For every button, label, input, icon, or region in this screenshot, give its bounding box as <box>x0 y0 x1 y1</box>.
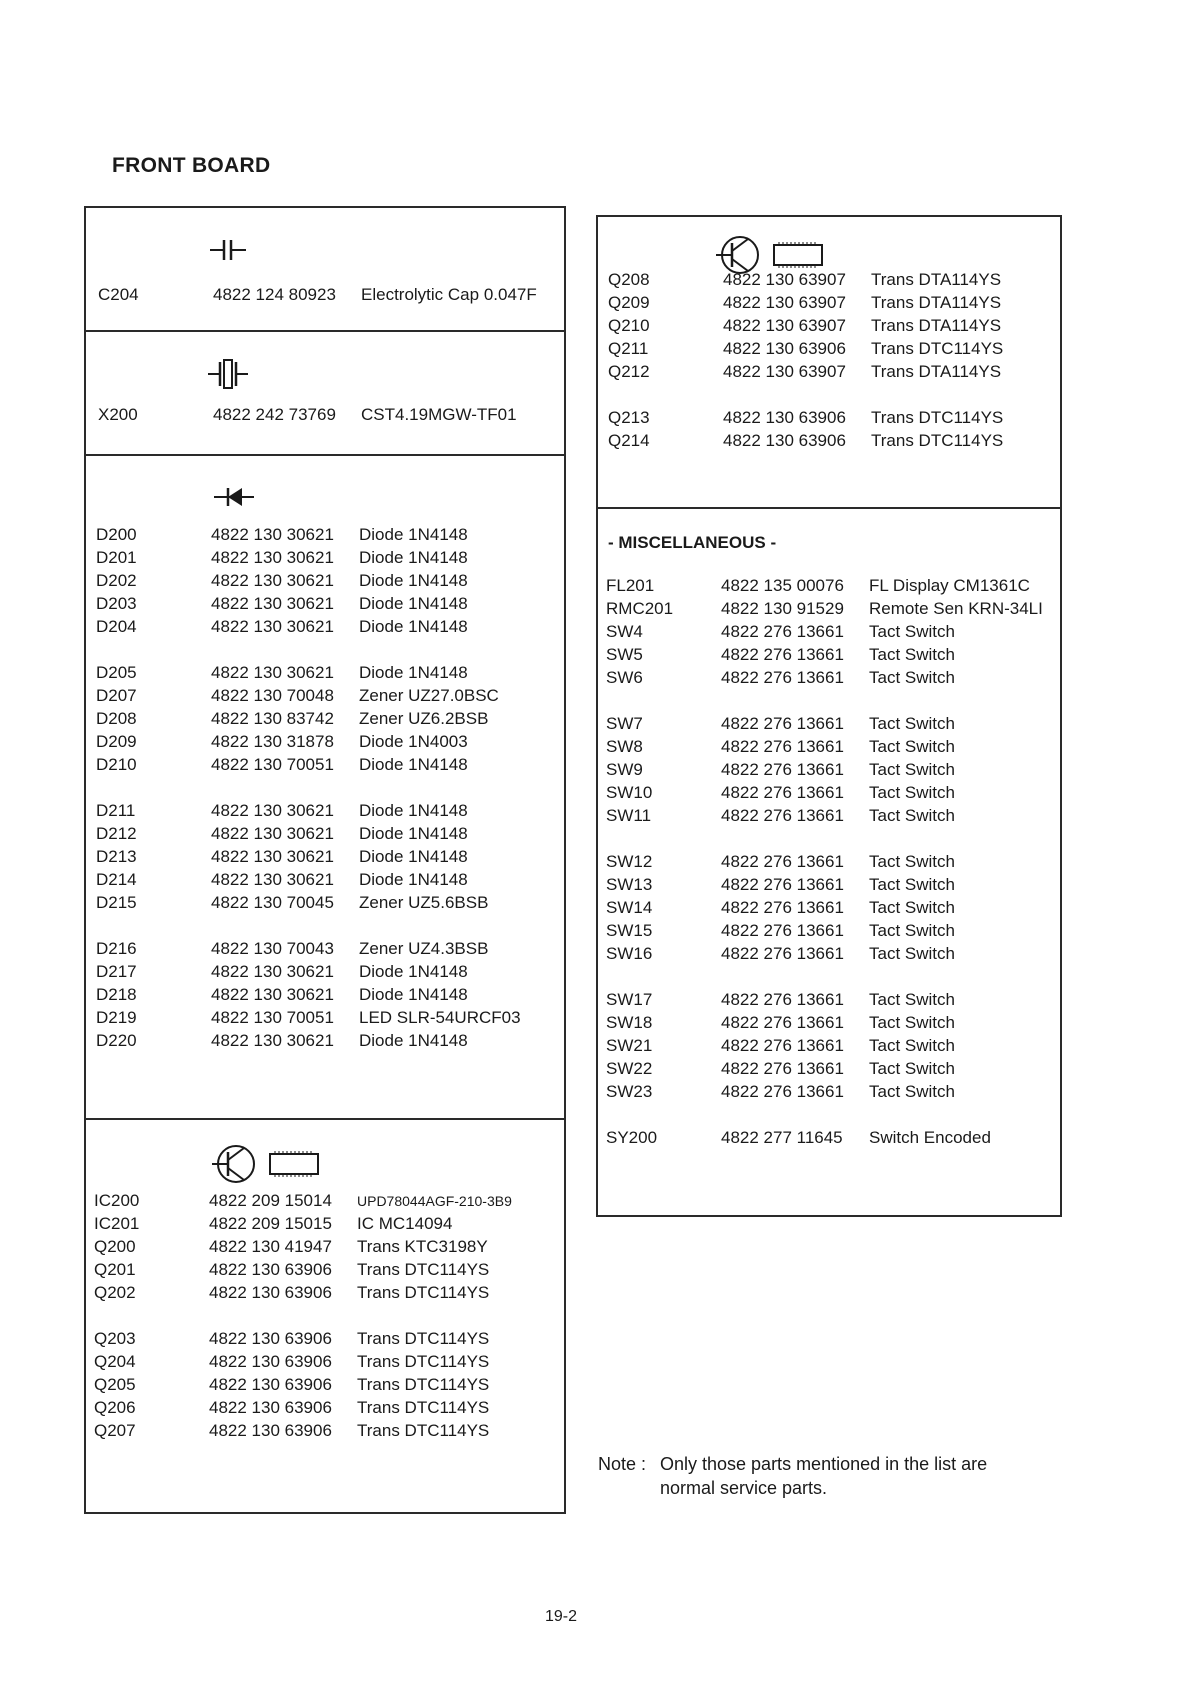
part-desc: Tact Switch <box>869 1036 955 1055</box>
part-desc: Zener UZ6.2BSB <box>359 709 489 728</box>
part-code: 4822 130 63907 <box>723 362 846 381</box>
part-ref: D204 <box>96 617 137 636</box>
part-row <box>96 708 488 730</box>
part-row <box>96 524 468 546</box>
part-desc: Trans DTC114YS <box>871 339 1004 358</box>
part-ref: D210 <box>96 755 137 774</box>
part-desc: Diode 1N4148 <box>359 525 468 544</box>
part-code: 4822 130 63906 <box>209 1398 332 1417</box>
part-code: 4822 130 63906 <box>209 1329 332 1348</box>
part-desc: Tact Switch <box>869 645 955 664</box>
part-desc: Trans DTC114YS <box>357 1398 490 1417</box>
parts-list-left <box>84 206 566 1514</box>
part-code: 4822 130 63906 <box>209 1260 332 1279</box>
part-desc: Tact Switch <box>869 783 955 802</box>
part-ref: D220 <box>96 1031 137 1050</box>
capacitor-section <box>86 208 564 330</box>
part-ref: SW10 <box>606 783 653 802</box>
part-ref: X200 <box>98 405 138 424</box>
part-row <box>606 667 955 689</box>
part-desc: Trans DTA114YS <box>871 316 1002 335</box>
part-code: 4822 276 13661 <box>721 852 844 871</box>
part-code: 4822 276 13661 <box>721 921 844 940</box>
part-ref: SW14 <box>606 898 653 917</box>
part-code: 4822 130 30621 <box>211 571 334 590</box>
part-ref: D202 <box>96 571 137 590</box>
part-ref: Q207 <box>94 1421 136 1440</box>
part-ref: SW12 <box>606 852 653 871</box>
part-ref: Q212 <box>608 362 650 381</box>
part-ref: D218 <box>96 985 137 1004</box>
misc-heading: - MISCELLANEOUS - <box>608 533 777 552</box>
part-code: 4822 130 63906 <box>209 1421 332 1440</box>
capacitor-symbol-icon <box>210 238 246 262</box>
part-desc: Trans DTA114YS <box>871 362 1002 381</box>
part-ref: Q209 <box>608 293 650 312</box>
part-row <box>94 1351 489 1373</box>
part-code: 4822 130 63907 <box>723 316 846 335</box>
part-ref: Q214 <box>608 431 650 450</box>
part-row <box>608 292 1001 314</box>
part-code: 4822 276 13661 <box>721 990 844 1009</box>
part-row <box>96 869 468 891</box>
part-row <box>96 846 468 868</box>
part-ref: SW5 <box>606 645 643 664</box>
part-code: 4822 130 63906 <box>723 339 846 358</box>
part-desc: Diode 1N4148 <box>359 594 468 613</box>
part-desc: Diode 1N4148 <box>359 985 468 1004</box>
part-row <box>606 1012 955 1034</box>
part-row <box>608 338 1003 360</box>
part-code: 4822 130 83742 <box>211 709 334 728</box>
part-code: 4822 277 11645 <box>721 1128 843 1147</box>
part-code: 4822 276 13661 <box>721 1059 844 1078</box>
part-code: 4822 130 63906 <box>723 431 846 450</box>
part-ref: RMC201 <box>606 599 674 618</box>
part-desc: Remote Sen KRN-34LI <box>869 599 1043 618</box>
part-desc: Tact Switch <box>869 1082 955 1101</box>
note-text-line2: normal service parts. <box>660 1478 828 1498</box>
part-row <box>94 1397 489 1419</box>
part-ref: D212 <box>96 824 137 843</box>
part-code: 4822 276 13661 <box>721 1036 844 1055</box>
part-row <box>96 892 488 914</box>
part-ref: Q210 <box>608 316 650 335</box>
part-ref: D200 <box>96 525 137 544</box>
part-code: 4822 130 30621 <box>211 870 334 889</box>
part-row <box>96 823 468 845</box>
part-code: 4822 276 13661 <box>721 760 844 779</box>
part-ref: SW15 <box>606 921 653 940</box>
part-code: 4822 276 13661 <box>721 898 844 917</box>
part-row <box>606 644 955 666</box>
part-row <box>606 989 955 1011</box>
part-code: 4822 276 13661 <box>721 783 844 802</box>
part-row <box>96 685 499 707</box>
part-desc: Switch Encoded <box>869 1128 991 1147</box>
part-row <box>98 404 517 426</box>
part-ref: SW18 <box>606 1013 653 1032</box>
note-text-line1: Only those parts mentioned in the list are <box>660 1454 988 1474</box>
part-code: 4822 276 13661 <box>721 714 844 733</box>
part-row <box>96 754 468 776</box>
part-desc: Diode 1N4148 <box>359 824 468 843</box>
part-ref: IC201 <box>94 1214 140 1233</box>
part-row <box>606 943 955 965</box>
part-row <box>96 570 468 592</box>
part-desc: FL Display CM1361C <box>869 576 1030 595</box>
transistor-ic-symbol-icon <box>212 1142 322 1186</box>
part-ref: D201 <box>96 548 137 567</box>
part-desc: Diode 1N4003 <box>359 732 468 751</box>
part-code: 4822 124 80923 <box>213 285 336 304</box>
part-desc: Zener UZ27.0BSC <box>359 686 499 705</box>
part-row <box>606 782 955 804</box>
part-desc: Zener UZ5.6BSB <box>359 893 489 912</box>
part-ref: D217 <box>96 962 137 981</box>
part-row <box>606 1127 991 1149</box>
part-row <box>606 621 955 643</box>
part-code: 4822 130 30621 <box>211 1031 334 1050</box>
part-code: 4822 130 30621 <box>211 548 334 567</box>
part-row <box>94 1236 488 1258</box>
part-desc: Tact Switch <box>869 898 955 917</box>
part-desc: Trans DTC114YS <box>357 1260 490 1279</box>
part-row <box>606 1081 955 1103</box>
part-row <box>608 430 1003 452</box>
part-code: 4822 130 70048 <box>211 686 334 705</box>
part-row <box>96 1030 468 1052</box>
part-desc: Tact Switch <box>869 1013 955 1032</box>
part-row <box>98 284 537 306</box>
part-desc: Tact Switch <box>869 944 955 963</box>
part-code: 4822 209 15014 <box>209 1191 332 1210</box>
part-ref: D214 <box>96 870 137 889</box>
part-code: 4822 130 70051 <box>211 755 334 774</box>
part-code: 4822 276 13661 <box>721 875 844 894</box>
part-ref: Q201 <box>94 1260 136 1279</box>
part-ref: D203 <box>96 594 137 613</box>
part-code: 4822 130 30621 <box>211 824 334 843</box>
part-code: 4822 130 63906 <box>209 1352 332 1371</box>
part-ref: D208 <box>96 709 137 728</box>
part-row <box>608 407 1003 429</box>
part-desc: Trans DTC114YS <box>357 1329 490 1348</box>
part-row <box>96 1007 521 1029</box>
part-row <box>606 759 955 781</box>
miscellaneous-section <box>598 507 1060 1215</box>
part-desc: Tact Switch <box>869 921 955 940</box>
part-row <box>606 874 955 896</box>
note-label: Note : <box>598 1454 647 1474</box>
part-ref: D209 <box>96 732 137 751</box>
part-ref: FL201 <box>606 576 655 595</box>
part-ref: Q211 <box>608 339 649 358</box>
part-code: 4822 242 73769 <box>213 405 336 424</box>
part-row <box>96 800 468 822</box>
part-row <box>606 598 1043 620</box>
part-desc: Trans DTC114YS <box>357 1375 490 1394</box>
part-code: 4822 130 70043 <box>211 939 334 958</box>
part-ref: SY200 <box>606 1128 658 1147</box>
part-row <box>606 713 955 735</box>
part-code: 4822 130 63906 <box>723 408 846 427</box>
part-code: 4822 130 63906 <box>209 1283 332 1302</box>
part-row <box>608 361 1001 383</box>
part-ref: C204 <box>98 285 139 304</box>
part-row <box>608 315 1001 337</box>
part-desc: Diode 1N4148 <box>359 870 468 889</box>
part-code: 4822 130 30621 <box>211 801 334 820</box>
part-ref: D215 <box>96 893 137 912</box>
part-code: 4822 130 30621 <box>211 985 334 1004</box>
part-code: 4822 276 13661 <box>721 622 844 641</box>
part-ref: D213 <box>96 847 137 866</box>
part-row <box>608 269 1001 291</box>
part-code: 4822 276 13661 <box>721 944 844 963</box>
part-code: 4822 130 31878 <box>211 732 334 751</box>
part-row <box>94 1328 489 1350</box>
part-row <box>94 1420 489 1442</box>
part-desc: Diode 1N4148 <box>359 1031 468 1050</box>
part-desc: Tact Switch <box>869 760 955 779</box>
part-code: 4822 130 63907 <box>723 270 846 289</box>
semiconductor-section <box>86 1118 564 1512</box>
part-ref: IC200 <box>94 1191 140 1210</box>
crystal-section <box>86 330 564 454</box>
part-ref: D219 <box>96 1008 137 1027</box>
part-desc: Tact Switch <box>869 990 955 1009</box>
part-row <box>94 1213 452 1235</box>
part-desc: CST4.19MGW-TF01 <box>361 405 517 424</box>
part-ref: Q204 <box>94 1352 136 1371</box>
part-ref: Q206 <box>94 1398 136 1417</box>
part-desc: UPD78044AGF-210-3B9 <box>357 1193 512 1209</box>
part-row <box>96 961 468 983</box>
part-desc: Trans DTC114YS <box>871 408 1004 427</box>
part-ref: Q203 <box>94 1329 136 1348</box>
part-row <box>606 1058 955 1080</box>
part-ref: Q208 <box>608 270 650 289</box>
part-code: 4822 276 13661 <box>721 737 844 756</box>
part-code: 4822 130 63906 <box>209 1375 332 1394</box>
part-desc: Electrolytic Cap 0.047F <box>361 285 537 304</box>
part-desc: Trans DTC114YS <box>871 431 1004 450</box>
part-desc: Diode 1N4148 <box>359 755 468 774</box>
part-code: 4822 135 00076 <box>721 576 844 595</box>
part-ref: SW9 <box>606 760 643 779</box>
part-row <box>606 1035 955 1057</box>
part-ref: SW8 <box>606 737 643 756</box>
part-ref: SW6 <box>606 668 643 687</box>
part-desc: Trans KTC3198Y <box>357 1237 488 1256</box>
part-code: 4822 130 70051 <box>211 1008 334 1027</box>
part-ref: SW16 <box>606 944 653 963</box>
part-row <box>94 1282 489 1304</box>
part-desc: IC MC14094 <box>357 1214 453 1233</box>
part-desc: Trans DTA114YS <box>871 293 1002 312</box>
part-row <box>96 731 468 753</box>
transistor-section <box>598 217 1060 507</box>
part-desc: Diode 1N4148 <box>359 801 468 820</box>
part-desc: Tact Switch <box>869 806 955 825</box>
parts-list-right <box>596 215 1062 1217</box>
part-desc: Trans DTA114YS <box>871 270 1002 289</box>
part-ref: SW21 <box>606 1036 653 1055</box>
part-code: 4822 130 30621 <box>211 847 334 866</box>
part-row <box>96 662 468 684</box>
part-code: 4822 130 30621 <box>211 962 334 981</box>
part-code: 4822 130 91529 <box>721 599 844 618</box>
part-ref: SW7 <box>606 714 643 733</box>
page-title: FRONT BOARD <box>112 154 271 177</box>
part-ref: D216 <box>96 939 137 958</box>
part-desc: Tact Switch <box>869 737 955 756</box>
part-desc: Tact Switch <box>869 622 955 641</box>
diode-symbol-icon <box>214 486 254 508</box>
part-code: 4822 130 30621 <box>211 617 334 636</box>
part-row <box>606 805 955 827</box>
part-ref: D211 <box>96 801 136 820</box>
part-code: 4822 276 13661 <box>721 806 844 825</box>
part-code: 4822 130 30621 <box>211 525 334 544</box>
part-desc: Diode 1N4148 <box>359 617 468 636</box>
part-code: 4822 130 41947 <box>209 1237 332 1256</box>
part-ref: SW22 <box>606 1059 653 1078</box>
diode-section <box>86 454 564 1118</box>
part-desc: Tact Switch <box>869 875 955 894</box>
part-ref: SW11 <box>606 806 652 825</box>
part-ref: SW13 <box>606 875 653 894</box>
page-number: 19-2 <box>545 1608 578 1625</box>
part-ref: SW4 <box>606 622 643 641</box>
part-ref: D205 <box>96 663 137 682</box>
service-note <box>598 1452 987 1500</box>
part-row <box>606 575 1030 597</box>
part-desc: Tact Switch <box>869 852 955 871</box>
part-row <box>94 1374 489 1396</box>
part-ref: Q205 <box>94 1375 136 1394</box>
part-ref: SW17 <box>606 990 653 1009</box>
part-row <box>94 1259 489 1281</box>
part-code: 4822 276 13661 <box>721 1082 844 1101</box>
part-desc: Tact Switch <box>869 668 955 687</box>
part-desc: LED SLR-54URCF03 <box>359 1008 521 1027</box>
crystal-symbol-icon <box>208 356 248 392</box>
part-desc: Tact Switch <box>869 1059 955 1078</box>
part-row <box>96 616 468 638</box>
part-row <box>606 851 955 873</box>
part-desc: Diode 1N4148 <box>359 571 468 590</box>
part-code: 4822 276 13661 <box>721 1013 844 1032</box>
part-desc: Trans DTC114YS <box>357 1421 490 1440</box>
part-code: 4822 276 13661 <box>721 668 844 687</box>
part-desc: Tact Switch <box>869 714 955 733</box>
part-desc: Diode 1N4148 <box>359 847 468 866</box>
part-code: 4822 276 13661 <box>721 645 844 664</box>
part-ref: D207 <box>96 686 137 705</box>
part-code: 4822 130 63907 <box>723 293 846 312</box>
part-row <box>606 897 955 919</box>
part-row <box>96 547 468 569</box>
part-row <box>94 1190 512 1212</box>
part-code: 4822 130 70045 <box>211 893 334 912</box>
part-code: 4822 209 15015 <box>209 1214 332 1233</box>
part-desc: Diode 1N4148 <box>359 663 468 682</box>
part-desc: Trans DTC114YS <box>357 1283 490 1302</box>
part-desc: Zener UZ4.3BSB <box>359 939 489 958</box>
part-desc: Trans DTC114YS <box>357 1352 490 1371</box>
part-row <box>96 593 468 615</box>
part-row <box>606 920 955 942</box>
part-code: 4822 130 30621 <box>211 594 334 613</box>
part-row <box>96 984 468 1006</box>
part-ref: SW23 <box>606 1082 653 1101</box>
part-code: 4822 130 30621 <box>211 663 334 682</box>
part-desc: Diode 1N4148 <box>359 548 468 567</box>
part-ref: Q202 <box>94 1283 136 1302</box>
part-row <box>606 736 955 758</box>
part-desc: Diode 1N4148 <box>359 962 468 981</box>
part-ref: Q213 <box>608 408 650 427</box>
part-row <box>96 938 488 960</box>
part-ref: Q200 <box>94 1237 136 1256</box>
